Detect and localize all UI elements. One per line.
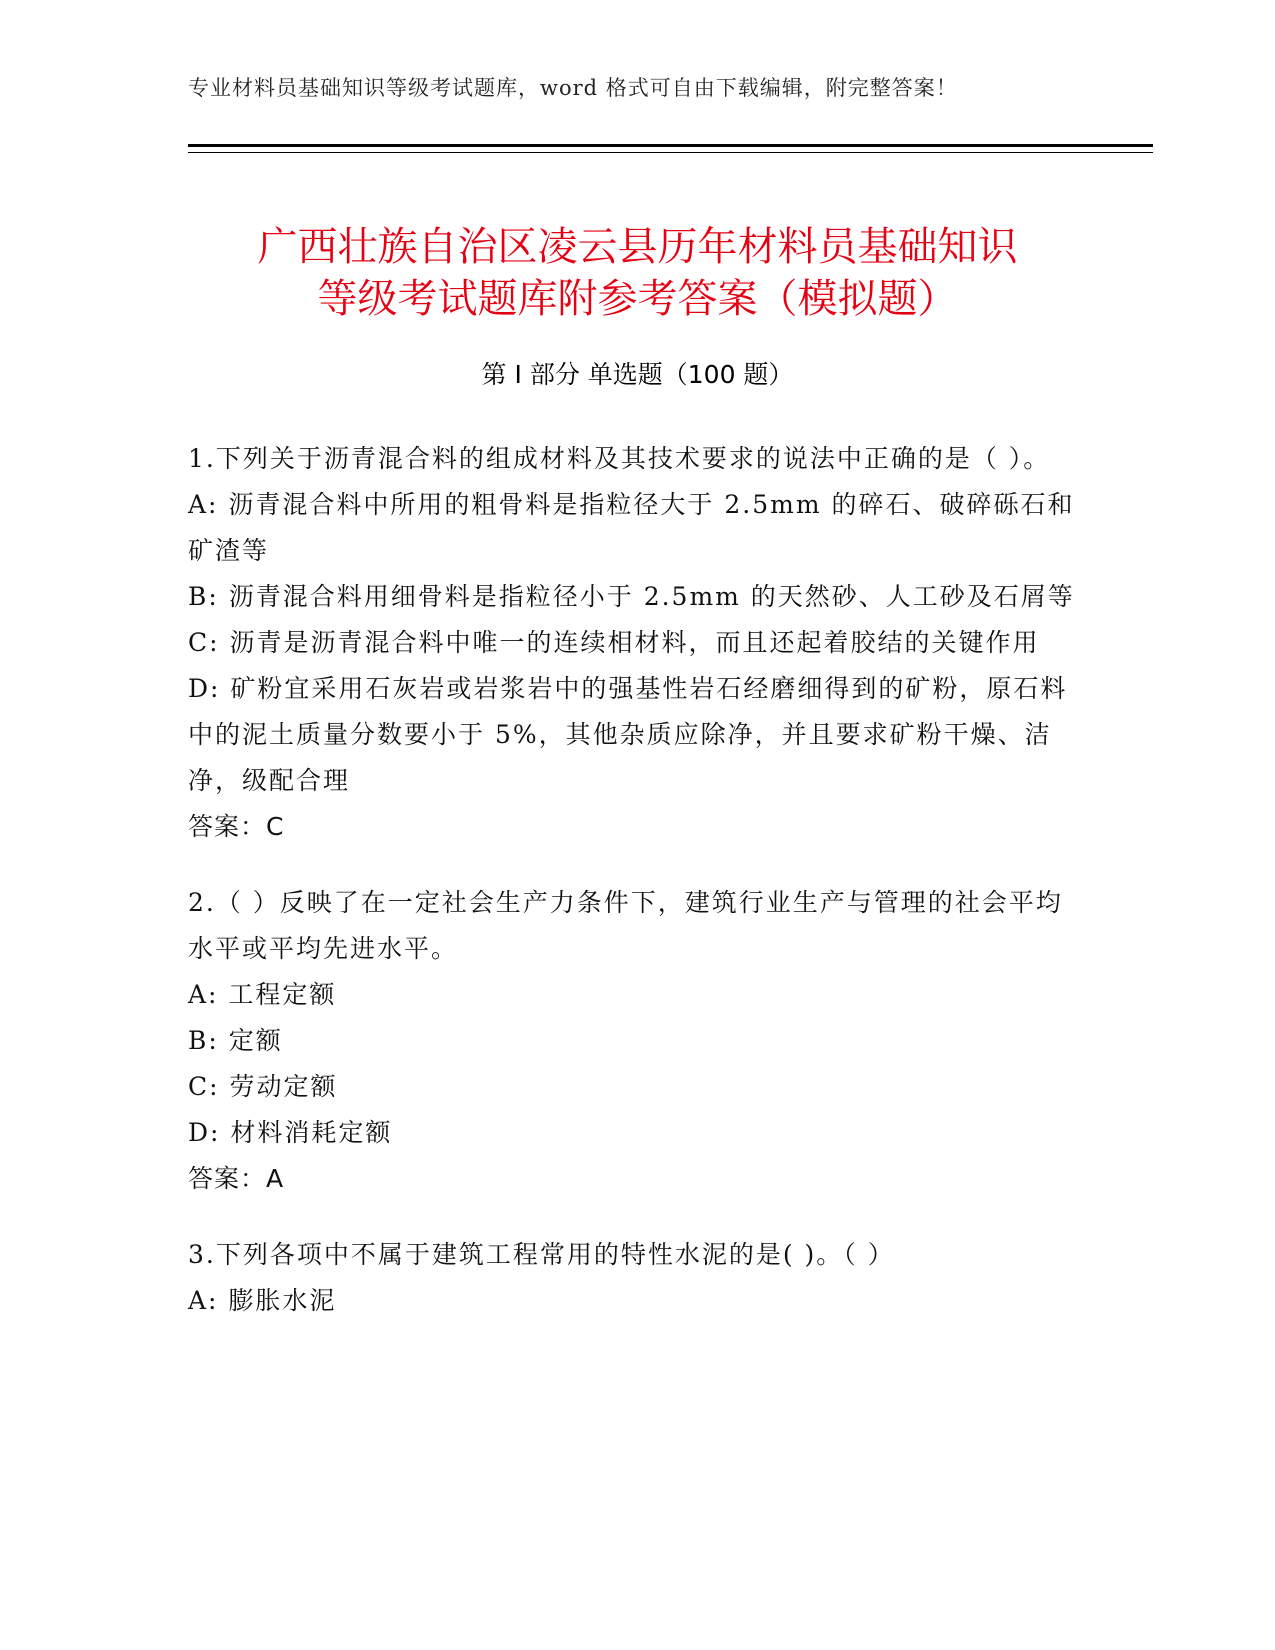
question-1	[188, 436, 1088, 850]
answer: 答案：A	[188, 1164, 285, 1193]
header-rule-thick	[188, 144, 1153, 147]
document-title-line-2: 等级考试题库附参考答案（模拟题）	[317, 275, 958, 322]
header-rule-thin	[188, 152, 1153, 153]
option-b: B: 沥青混合料用细骨料是指粒径小于 2.5mm 的天然砂、人工砂及石屑等	[188, 582, 1075, 611]
option-c: C: 沥青是沥青混合料中唯一的连续相材料，而且还起着胶结的关键作用	[188, 628, 1040, 657]
option-b: B: 定额	[188, 1026, 283, 1055]
document-title	[150, 221, 1125, 325]
option-d: D: 矿粉宜采用石灰岩或岩浆岩中的强基性岩石经磨细得到的矿粉，原石料中的泥土质量分数要小于 5%，其他杂质应除净，并且要求矿粉干燥、洁净，级配合理	[188, 674, 1068, 795]
question-3	[188, 1232, 1088, 1324]
answer: 答案：C	[188, 812, 285, 841]
option-a: A: 工程定额	[188, 980, 337, 1009]
question-2	[188, 880, 1088, 1202]
question-stem: 1.下列关于沥青混合料的组成材料及其技术要求的说法中正确的是（ ）。	[188, 444, 1051, 473]
option-a: A: 沥青混合料中所用的粗骨料是指粒径大于 2.5mm 的碎石、破碎砾石和矿渣等	[188, 490, 1075, 565]
document-title-line-1: 广西壮族自治区凌云县历年材料员基础知识	[257, 223, 1018, 270]
option-a: A: 膨胀水泥	[188, 1286, 337, 1315]
question-list	[188, 436, 1088, 1354]
option-c: C: 劳动定额	[188, 1072, 338, 1101]
option-d: D: 材料消耗定额	[188, 1118, 393, 1147]
question-stem: 2.（ ）反映了在一定社会生产力条件下，建筑行业生产与管理的社会平均水平或平均先进水平。	[188, 888, 1063, 963]
header-note: 专业材料员基础知识等级考试题库，word 格式可自由下载编辑，附完整答案！	[188, 76, 958, 100]
section-title: 第 I 部分 单选题（100 题）	[481, 360, 794, 389]
question-stem: 3.下列各项中不属于建筑工程常用的特性水泥的是( )。（ ）	[188, 1240, 895, 1269]
